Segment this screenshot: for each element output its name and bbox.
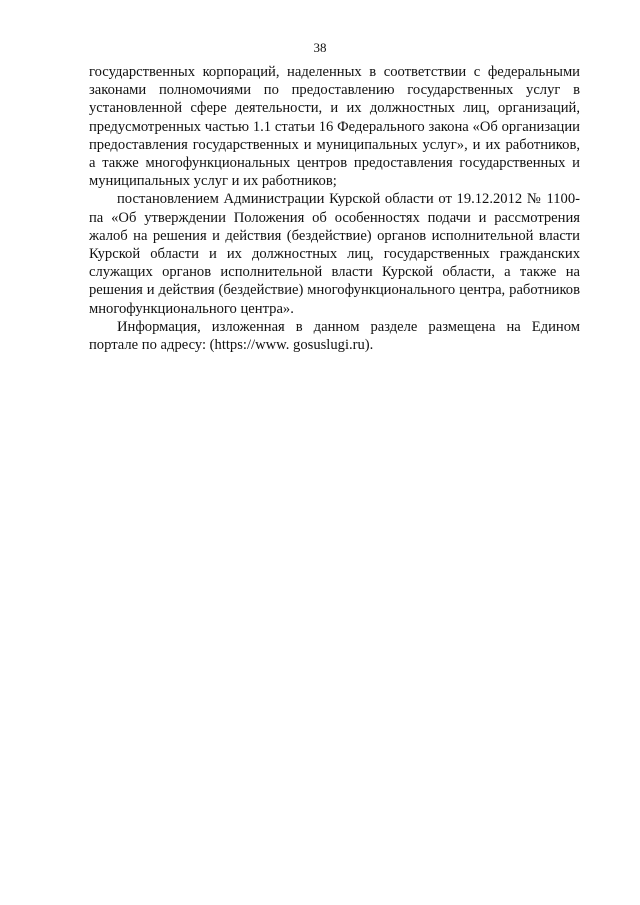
paragraph-resolution: постановлением Администрации Курской области от 19.12.2012 № 1100-па «Об утверждении Положения об особенностях подачи и рассмотрения жалоб на решения и действия (бездействие) органов исполнительной власти Курской области и их должностных лиц, государственных гражданских служащих органов исполнительной власти Курской области, а также на решения и действия (бездействие) многофункционального центра, работников многофункционального центра». xyxy=(89,191,580,317)
page-number: 38 xyxy=(313,40,327,55)
paragraph-information: Информация, изложенная в данном разделе размещена на Едином портале по адресу: (https://www. gosuslugi.ru). xyxy=(89,318,580,354)
document-body xyxy=(89,63,580,354)
paragraph-continuation: государственных корпораций, наделенных в соответствии с федеральными законами полномочиями по предоставлению государственных услуг в установленной сфере деятельности, и их должностных лиц, организаций, предусмотренных частью 1.1 статьи 16 Федерального закона «Об организации предоставления государственных и муниципальных услуг», и их работников, а также многофункциональных центров предоставления государственных и муниципальных услуг и их работников; xyxy=(89,64,580,190)
